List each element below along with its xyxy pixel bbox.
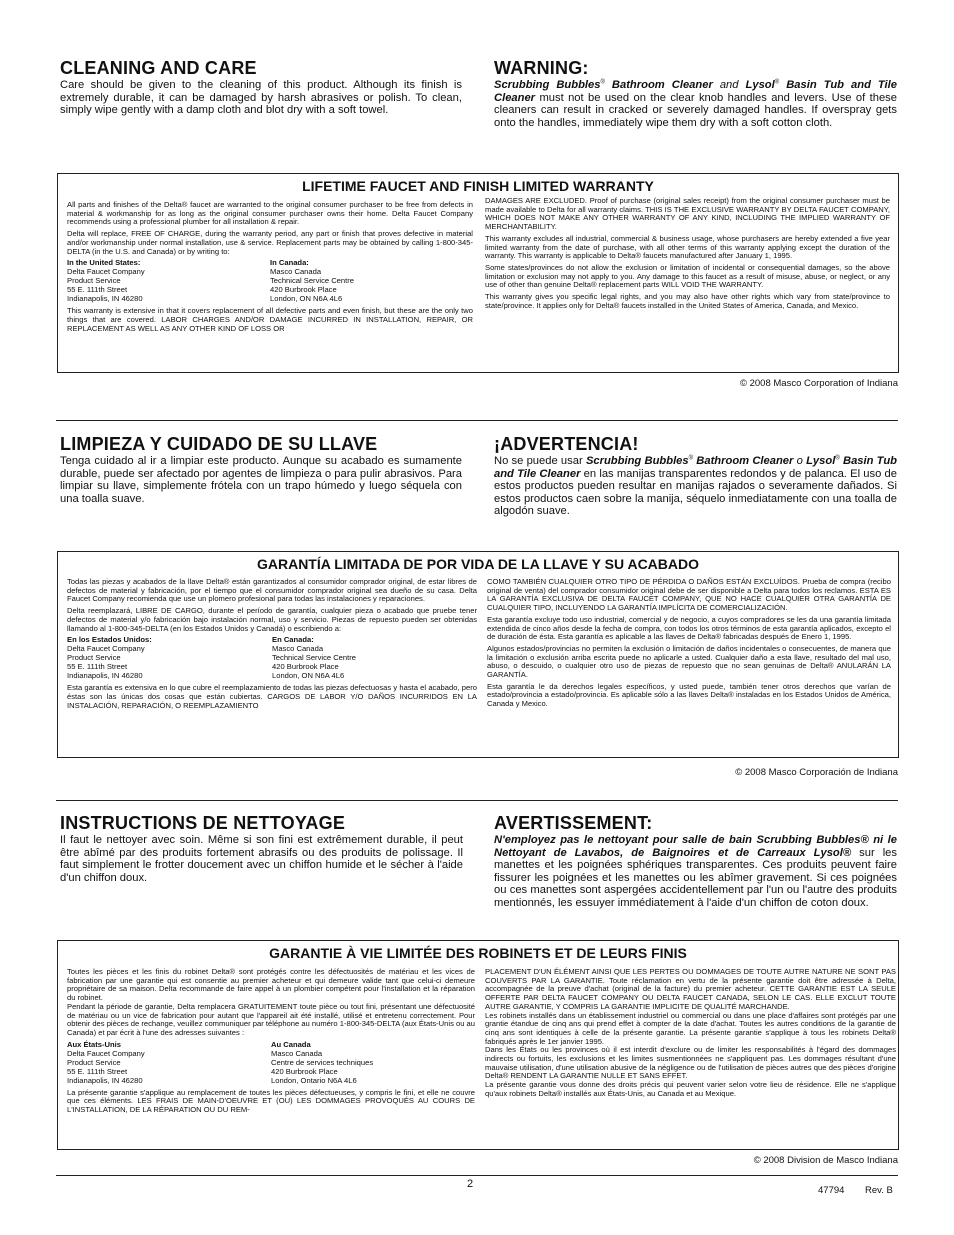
warranty-paragraph: PLACEMENT D'UN ÉLÉMENT AINSI QUE LES PERTES OU DOMMAGES DE TOUTE AUTRE NATURE NE SONT PAS COUVERTS PAR LA GARANTIE. Toute réclamation en vertu de la présente garantie doit être adressée à Delta, accompagnée de la preuve d'achat (original de la facture) du premier acheteur. CETTE GARANTIE EST LA SEULE OFFERTE PAR DELTA FAUCET COMPANY OU DELTA FAUCET CANADA, SELON LE CAS. ELLE EXCLUT TOUTE AUTRE GARANTIE, Y COMPRIS LA GARANTIE IMPLICITE DE QUALITÉ MARCHANDE. [485,967,896,1011]
cleaning-care-text: Il faut le nettoyer avec soin. Même si son fini est extrêmement durable, il peut être abîmé par des produits fortement abrasifs ou des produits de polissage. Il faut simplement le frotter doucement avec un chiffon humide et le sécher à l'aide d'un chiffon doux. [60,834,463,884]
warranty-paragraph: Delta reemplazará, LIBRE DE CARGO, durante el período de garantía, cualquier pieza o acabado que pruebe tener defectos de material y/o fabricación bajo instalación normal, uso y servicio. Piezas de repuesto pueden ser obtenidas llamando al 1-800-345-DELTA (en los Estados Unidos y Canadá) o escribiendo a: [67,606,477,633]
address-line: 55 E. 111th Street [67,662,128,672]
warning-product-2: Lysol [806,455,836,467]
address-label: En Canada: [272,635,314,645]
warranty-right-column [487,578,891,712]
cleaning-care-text: Tenga cuidado al ir a limpiar este producto. Aunque su acabado es sumamente durable, puede ser afectado por agentes de limpieza o para pulir abrasivos. Para limpiar su llave, simplemente frótela con un trapo húmedo y luego séquela con una toalla suave. [60,455,462,505]
warranty-paragraph: Esta garantía excluye todo uso industrial, comercial y de negocio, a cuyos compradores se les da una garantía limitada extendida de cinco años desde la fecha de compra, con todos los otros términos de esta garantía aplicados, excepto el de duración de ésta. Esta garantía es aplicable a las llaves de Delta® fabricadas después de Enero 1, 1995. [487,614,891,642]
address-line: London, ON N6A 4L6 [272,671,345,681]
warning-text [494,455,897,518]
address-line: Technical Service Centre [272,653,356,663]
warning-body: must not be used on the clear knob handles and levers. Use of these cleaners can result in cracked or severely damaged handles. If overspray gets onto the handles, immediately wipe them dry with a soft cotton cloth. [494,91,897,129]
address-label: In Canada: [270,258,309,268]
address-line: Delta Faucet Company [67,644,145,654]
warranty-paragraph: La présente garantie s'applique au remplacement de toutes les pièces défectueuses, y compris le fini, et elle ne couvre que ces éléments. LES FRAIS DE MAIN-D'OEUVRE ET (OU) LES DOMMAGES PROVOQUÉS AU COURS DE L'INSTALLATION, DE LA RÉPARATION OU DU REM- [67,1087,475,1115]
address-label: En los Estados Unidos: [67,635,152,645]
section-divider [56,420,898,421]
address-line: 55 E. 111th Street [67,1066,128,1076]
warning-product-1: Scrubbing Bubbles [585,455,689,467]
address-block [67,258,473,303]
warning-title: AVERTISSEMENT: [494,813,653,833]
warning-product-1b: Bathroom Cleaner [604,79,713,91]
warranty-left-column [67,968,475,1118]
address-line: Indianapolis, IN 46280 [67,1075,143,1085]
copyright: © 2008 Division de Masco Indiana [753,1155,898,1166]
address-line: Masco Canada [272,644,324,654]
warranty-title: GARANTIE À VIE LIMITÉE DES ROBINETS ET DE LEURS FINIS [269,945,687,961]
warning-and: and [712,79,746,91]
warranty-paragraph: Esta garantía le da derechos legales específicos, y usted puede, también tener otros derechos que varían de estado/provincia a estado/provincia. Es aplicable sólo a las llaves Delta® instaladas en los Estados Unidos de América, Canada y Mexico. [487,681,891,709]
warranty-paragraph: This warranty gives you specific legal rights, and you may also have other rights which vary from state/province to state/province. It applies only for Delta® faucets installed in the United States of America, Canada, and Mexico. [485,292,890,310]
warranty-left-column [67,578,477,713]
address-line: London, Ontario N6A 4L6 [271,1075,357,1085]
address-line: London, ON N6A 4L6 [270,294,343,304]
registered-mark: ® [688,455,694,462]
warning-product-2: Lysol [745,79,775,91]
address-label: In the United States: [67,258,141,268]
cleaning-care-title: LIMPIEZA Y CUIDADO DE SU LLAVE [60,434,378,454]
warning-products: N'employez pas le nettoyant pour salle de bain Scrubbing Bubbles® ni le Nettoyant de Lavabos, de Baignoires et de Carreaux Lysol® [494,834,897,859]
warranty-paragraph: Dans les États ou les provinces où il est interdit d'exclure ou de limiter les responsabilités à l'égard des dommages indirects ou fortuits, les exclusions et les limites susmentionnées ne s'appliquent pas. Les dommages résultant d'une mauvaise utilisation, d'une utilisation abusive de la négligence ou de l'utilisation de pièces autres que des pièces d'origine Delta® RENDENT LA GARANTIE NULLE ET SANS EFFET. [485,1045,896,1081]
address-line: Indianapolis, IN 46280 [67,671,143,681]
warranty-paragraph: Algunos estados/provincias no permiten la exclusión o limitación de daños incidentales o consecuentes, de manera que la limitación o exclusión arriba escrita puede no aplicarle a usted. Cualquier daño a esta llave, resultado del mal uso, abuso, o descuido, o cualquier otro uso de piezas de repuesto que no sean genuinas de Delta® ANULARÁN LA GARANTÍA. [487,643,891,680]
cleaning-care-title: INSTRUCTIONS DE NETTOYAGE [60,813,346,833]
warning-or: o [793,455,807,467]
warranty-paragraph: Esta garantía es extensiva en lo que cubre el reemplazamiento de todas las piezas defectuosas y hasta el acabado, pero éstas son las únicas dos cosas que están cubiertas. CARGOS DE LABOR Y/O DAÑOS INCURRIDOS EN LA INSTALACIÓN, REPARACIÓN, O REEMPLAZAMIENTO [67,683,477,710]
warranty-box-fr [57,940,899,1150]
warranty-paragraph: This warranty excludes all industrial, commercial & business usage, whose purchasers are hereby extended a five year limited warranty from the date of purchase, with all other terms of this warranty applying except the duration of the warranty. This warranty is applicable to Delta® faucets manufactured after January 1, 1995. [485,233,890,261]
address-block [67,635,477,680]
section-divider [56,800,898,801]
address-line: 420 Burbrook Place [271,1066,338,1076]
warning-product-1b: Bathroom Cleaner [693,455,794,467]
address-line: Delta Faucet Company [67,1048,145,1058]
address-line: Indianapolis, IN 46280 [67,294,143,304]
address-block [67,1040,475,1085]
address-line: Masco Canada [271,1048,323,1058]
warranty-paragraph: Todas las piezas y acabados de la llave Delta® están garantizados al consumidor comprador original, de estar libres de defectos de material y fabricación, por el tiempo que el consumidor comprador original sea dueño de su casa. Delta Faucet Company recomienda que use un plomero profesional para todas las instalaciones y reparaciones. [67,577,477,604]
address-line: Masco Canada [270,267,322,277]
registered-mark: ® [835,455,840,462]
footer-divider [56,1175,898,1176]
revision: Rev. B [865,1185,893,1196]
registered-mark: ® [600,79,605,86]
address-line: Centre de services techniques [271,1057,374,1067]
warning-product-1: Scrubbing Bubbles [494,79,601,91]
cleaning-care-title: CLEANING AND CARE [60,58,257,78]
warning-body: sur les manettes et les poignées sphériques transparentes. Ces produits peuvent faire fissurer les poignées et les manettes ou les abîmer gravement. Si ces poignées ou ces manettes sont aspergées accidentellement par l'un ou l'autre des produits mentionnés, les essuyer immédiatement à l'aide d'un chiffon de coton doux. [494,846,897,909]
page-number: 2 [467,1178,474,1190]
warranty-paragraph: Pendant la période de garantie, Delta remplacera GRATUITEMENT toute pièce ou tout fini, présentant une défectuosité de matériau ou un vice de fabrication pour autant que l'appareil ait été installé, utilisé et entretenu correctement. Pour obtenir des pièces de rechange, veuillez communiquer par téléphone au numéro 1-800-345-DELTA (aux États-Unis ou au Canada) et par écrit à l'une des adresses suivantes : [67,1001,475,1037]
address-ca [270,258,473,303]
warranty-paragraph: La présente garantie vous donne des droits précis qui peuvent varier selon votre lieu de résidence. Elle ne s'applique qu'aux robinets Delta® installés aux États-Unis, au Canada et au Mexique. [485,1080,896,1098]
address-line: 420 Burbrook Place [272,662,339,672]
warranty-paragraph: COMO TAMBIÉN CUALQUIER OTRO TIPO DE PÉRDIDA O DAÑOS ESTÁN EXCLUÍDOS. Prueba de compra (recibo original de venta) del comprador consumidor original debe de ser disponible a Delta para todos los reclamos. ESTA ES LA GARANTÍA EXCLUSIVA DE DELTA FAUCET COMPANY, QUE NO HACE CUALQUIER OTRA GARANTÍA DE CUALQUIER TIPO, INCLUYENDO LA GARANTÍA IMPLÍCITA DE COMERCIALIZACIÓN. [487,577,891,613]
warranty-paragraph: Les robinets installés dans un établissement industriel ou commercial ou dans une place d'affaires sont protégés par une grantie étandue de cinq ans qui prend effet à compter de la date d'achat. Toutes les autres conditions de la garantie de cinq ans sont identiques à celle de la présente garantie. La présente garantie s'applique à tous les robinets Delta® fabriqués après le 1er janvier 1995. [485,1010,896,1046]
cleaning-care-text: Care should be given to the cleaning of this product. Although its finish is extremely durable, it can be damaged by harsh abrasives or polish. To clean, simply wipe gently with a damp cloth and blot dry with a soft towel. [60,79,462,117]
address-label: Au Canada [271,1039,311,1049]
address-ca [271,1040,475,1085]
warranty-box-en [57,173,899,373]
warranty-title: LIFETIME FAUCET AND FINISH LIMITED WARRANTY [302,178,654,194]
address-line: Delta Faucet Company [67,267,145,277]
address-line: Product Service [67,276,121,286]
warranty-paragraph: DAMAGES ARE EXCLUDED. Proof of purchase (original sales receipt) from the original consumer purchaser must be made available to Delta for all warranty claims. THIS IS THE EXCLUSIVE WARRANTY BY DELTA FAUCET COMPANY, WHICH DOES NOT MAKE ANY OTHER WARRANTY OF ANY KIND, INCLUDING THE IMPLIED WARRANTY OF MERCHANTABILITY. [485,196,890,232]
warranty-left-column [67,201,473,336]
address-line: Technical Service Centre [270,276,354,286]
warning-text [494,834,897,910]
warning-product-2b: Basin Tub and Tile Cleaner [494,79,897,104]
warning-title: ¡ADVERTENCIA! [494,434,639,454]
warranty-title: GARANTÍA LIMITADA DE POR VIDA DE LA LLAVE Y SU ACABADO [256,556,700,572]
warning-product-2b: Basin Tub and Tile Cleaner [494,455,897,480]
warranty-paragraph: Delta will replace, FREE OF CHARGE, during the warranty period, any part or finish that proves defective in material and/or workmanship under normal installation, use & service. Replacement parts may be obtained by calling 1-800-345-DELTA (in the U.S. and Canada) or by writing to: [67,229,473,256]
copyright: © 2008 Masco Corporación de Indiana [735,767,898,778]
address-ca [272,635,477,680]
copyright: © 2008 Masco Corporation of Indiana [739,378,898,389]
warranty-paragraph: Some states/provinces do not allow the exclusion or limitation of incidental or consequential damages, so the above limitation or exclusion may not apply to you. Any damage to this faucet as a result of misuse, abuse, or neglect, or any use of other than genuine Delta® replacement parts WILL VOID THE WARRANTY. [485,262,890,290]
warranty-paragraph: Toutes les pièces et les finis du robinet Delta® sont protégés contre les défectuosités de matériau et les vices de fabrication par une garantie qui est consentie au premier acheteur et qui demeure valide tant que celui-ci demeure propriétaire de sa maison. Delta recommande de faire appel à un plombier compétent pour l'installation et la réparation du robinet. [67,967,475,1003]
address-us [67,258,270,303]
document-number: 47794 [818,1185,845,1196]
warning-body: en las manijas transparentes redondos y de palanca. El uso de estos productos pueden resultar en manijas rajados o severamente dañados. Si estos productos caen sobre la manija, séquelo inmediatamente con una toalla de algodón suave. [494,467,898,518]
warranty-box-es [57,551,899,758]
warning-intro: No se puede usar [494,455,586,467]
address-us [67,1040,271,1085]
warranty-right-column [485,968,896,1099]
registered-mark: ® [774,79,780,86]
warning-text [494,79,897,129]
address-us [67,635,272,680]
warning-title: WARNING: [494,58,589,78]
address-line: Product Service [67,653,121,663]
warranty-paragraph: All parts and finishes of the Delta® faucet are warranted to the original consumer purchaser to be free from defects in material & workmanship for as long as the original consumer purchaser owns their home. Delta Faucet Company recommends using a professional plumber for all installation & repair. [67,200,473,227]
address-line: 55 E. 111th Street [67,285,128,295]
address-line: Product Service [67,1057,121,1067]
warranty-right-column [485,197,890,313]
warranty-paragraph: This warranty is extensive in that it covers replacement of all defective parts and even finish, but these are the only two things that are covered. LABOR CHARGES AND/OR DAMAGE INCURRED IN INSTALLATION, REPAIR, OR REPLACEMENT AS WELL AS ANY OTHER KIND OF LOSS OR [67,306,473,333]
address-line: 420 Burbrook Place [270,285,337,295]
address-label: Aux États-Unis [67,1039,122,1049]
